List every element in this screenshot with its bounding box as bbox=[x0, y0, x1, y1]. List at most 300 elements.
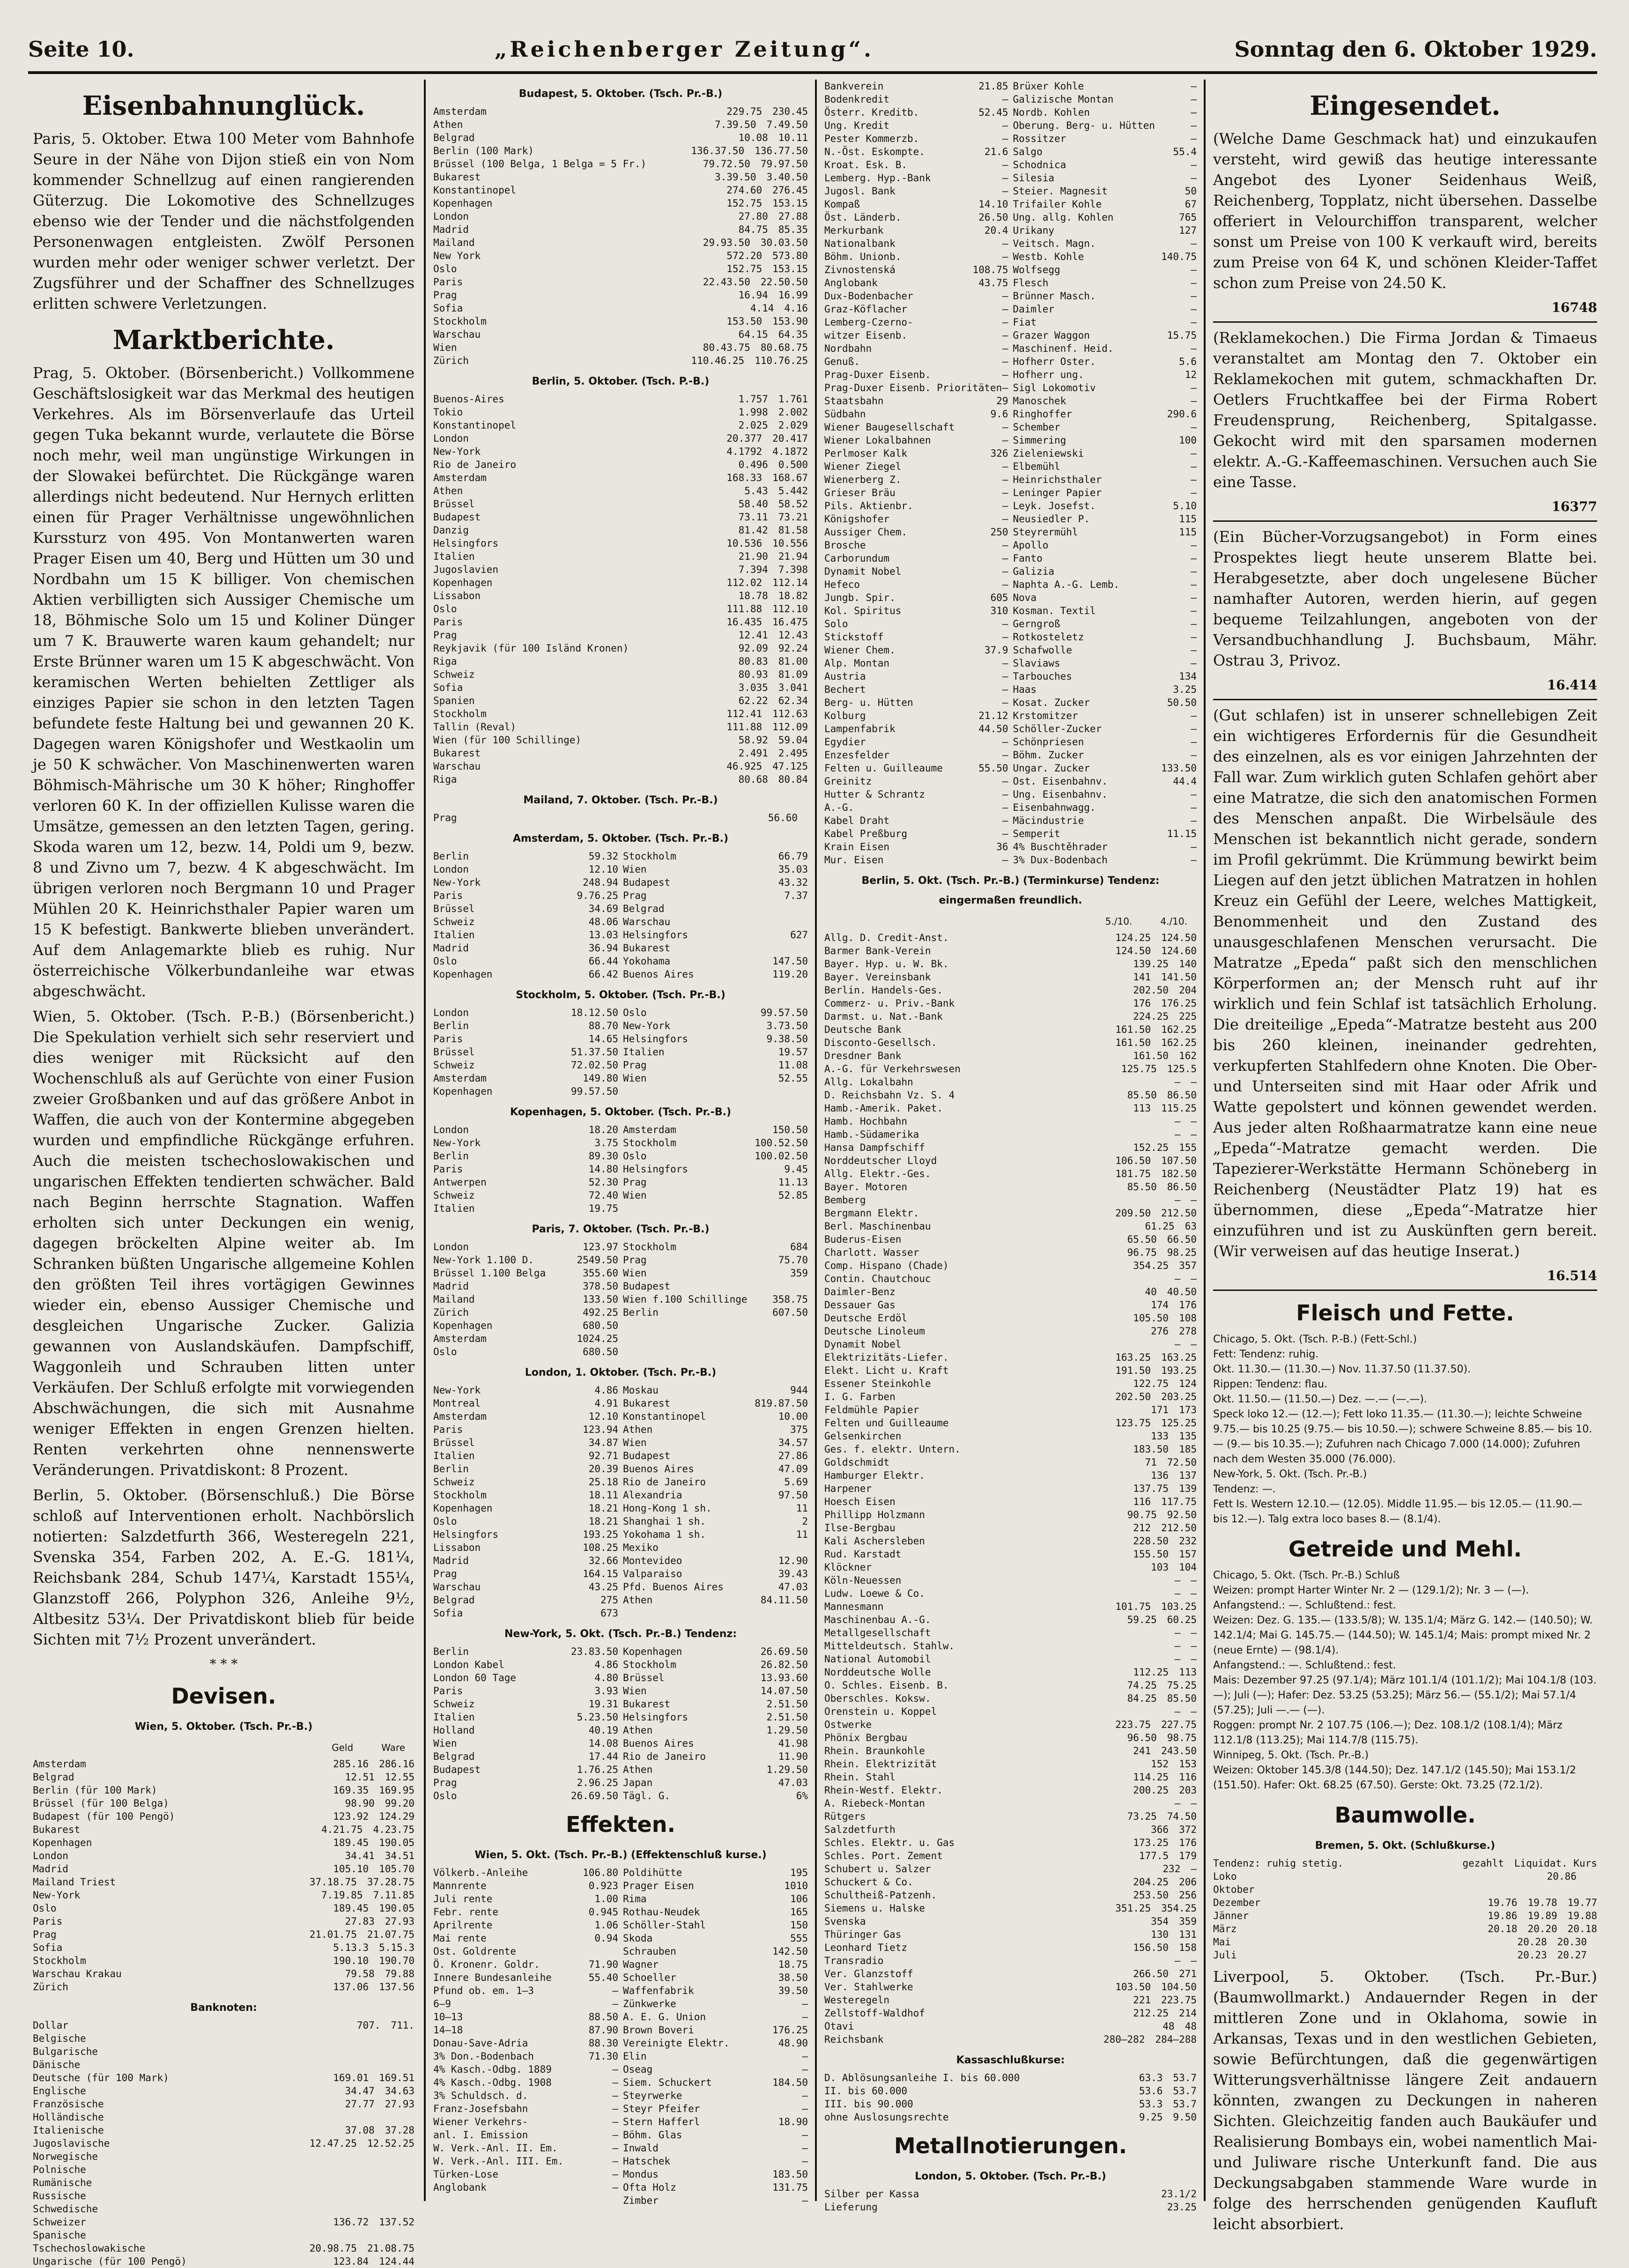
table-row bbox=[623, 902, 808, 915]
row-value: 156.50 bbox=[1133, 1942, 1169, 1953]
row-values bbox=[404, 2045, 415, 2058]
table-row bbox=[433, 236, 808, 249]
row-value: — bbox=[1191, 631, 1197, 643]
row-label: Schember bbox=[1013, 422, 1060, 433]
row-label: Aussiger Chem. bbox=[824, 526, 908, 538]
row-values bbox=[589, 1449, 618, 1462]
row-values bbox=[778, 1984, 808, 1997]
row-label: Kabel Preßburg bbox=[824, 828, 908, 839]
table-row bbox=[33, 1889, 415, 1902]
row-values bbox=[589, 1149, 618, 1163]
row-value: 46.925 bbox=[726, 761, 763, 772]
row-values bbox=[1002, 801, 1008, 814]
row-value: — bbox=[1002, 185, 1008, 197]
row-label: Madrid bbox=[433, 224, 469, 235]
table-row bbox=[1013, 158, 1197, 171]
row-label: Oslo bbox=[433, 1346, 457, 1357]
row-value: — bbox=[1191, 1955, 1197, 1966]
table-row bbox=[433, 576, 808, 589]
row-value: 19.86 bbox=[1488, 1910, 1518, 1921]
table-row bbox=[433, 144, 808, 157]
table-row bbox=[623, 2063, 808, 2076]
row-label: Buderus-Eisen bbox=[824, 1234, 902, 1245]
table-row bbox=[824, 788, 1008, 801]
row-values bbox=[1173, 775, 1197, 788]
row-value: 71.30 bbox=[588, 2051, 618, 2062]
row-label: 4% Kasch.-Odbg. 1908 bbox=[433, 2077, 552, 2088]
table-row-pair bbox=[824, 211, 1197, 224]
ad-number: 16377 bbox=[1551, 499, 1597, 514]
row-value: 9.25 bbox=[1139, 2112, 1163, 2123]
row-values bbox=[583, 1280, 618, 1293]
row-values bbox=[1127, 1180, 1197, 1193]
table-row bbox=[824, 93, 1008, 106]
table-row bbox=[623, 1267, 808, 1280]
row-values bbox=[1133, 1141, 1197, 1154]
row-values bbox=[1179, 512, 1197, 526]
row-value: 124.60 bbox=[1161, 945, 1197, 956]
table-row-pair bbox=[433, 1892, 808, 1905]
row-values bbox=[778, 850, 808, 863]
table-row bbox=[623, 1006, 808, 1019]
table-row-pair bbox=[433, 1919, 808, 1932]
table-row bbox=[824, 1075, 1197, 1089]
row-label: Rotkosteletz bbox=[1013, 631, 1084, 643]
table-row bbox=[824, 1312, 1197, 1325]
row-value: 0.945 bbox=[588, 1906, 618, 1918]
row-value: 7.394 bbox=[738, 564, 768, 575]
table-row bbox=[433, 511, 808, 524]
row-value: — bbox=[1002, 684, 1008, 695]
row-value: 19.31 bbox=[588, 1698, 618, 1710]
row-label: N.-Öst. Eskompte. bbox=[824, 146, 925, 157]
table-row bbox=[33, 1797, 415, 1810]
row-value: 1024.25 bbox=[577, 1333, 618, 1344]
row-value: 23.25 bbox=[1167, 2201, 1197, 2213]
row-value: 139.25 bbox=[1133, 958, 1169, 970]
row-values bbox=[1191, 421, 1197, 434]
exchange-block-heading: Amsterdam, 5. Oktober. (Tsch. Pr.-B.) bbox=[512, 833, 728, 845]
row-value: 5.15.3 bbox=[379, 1942, 415, 1953]
row-value: 10.556 bbox=[772, 538, 808, 549]
row-value: 4.21.75 bbox=[321, 1824, 363, 1835]
geld-label: Geld bbox=[332, 1742, 354, 1753]
row-value: 47.125 bbox=[772, 761, 808, 772]
row-value: 79.97.50 bbox=[760, 158, 808, 170]
table-row bbox=[433, 760, 808, 773]
table-row bbox=[623, 1280, 808, 1293]
table-row bbox=[824, 1600, 1197, 1613]
table-row bbox=[433, 1072, 618, 1085]
row-values bbox=[739, 131, 808, 144]
row-label: Reykjavik (für 100 Isländ Kronen) bbox=[433, 643, 629, 654]
row-value: 19.89 bbox=[1527, 1910, 1557, 1921]
row-values bbox=[1133, 997, 1197, 1010]
table-row bbox=[1013, 722, 1197, 735]
table-row bbox=[433, 2037, 618, 2050]
row-values bbox=[772, 2023, 808, 2037]
row-label: Wien bbox=[623, 864, 647, 875]
table-row-pair bbox=[433, 2142, 808, 2155]
row-value: — bbox=[1191, 1706, 1197, 1717]
table-row bbox=[623, 1932, 808, 1945]
row-value: 4.91 bbox=[594, 1398, 618, 1409]
table-row-pair bbox=[824, 158, 1197, 171]
row-values bbox=[726, 615, 808, 629]
table-row-pair bbox=[433, 1879, 808, 1892]
row-values bbox=[1002, 788, 1008, 801]
table-row bbox=[433, 850, 618, 863]
row-values bbox=[1175, 1797, 1197, 1810]
row-value: 7.39.50 bbox=[714, 119, 756, 130]
row-value: 223.75 bbox=[1161, 1994, 1197, 2006]
row-label: Yokohama bbox=[623, 956, 671, 967]
row-values bbox=[1002, 853, 1008, 867]
row-label: New York bbox=[433, 250, 481, 261]
row-label: Bulgarische bbox=[33, 2046, 98, 2057]
table-row bbox=[1213, 1909, 1597, 1922]
table-row bbox=[433, 668, 808, 681]
row-value: — bbox=[1191, 1640, 1197, 1652]
row-values bbox=[1002, 355, 1008, 368]
row-values bbox=[739, 734, 808, 747]
table-row bbox=[1013, 316, 1197, 329]
table-row bbox=[824, 434, 1008, 447]
table-row bbox=[623, 1189, 808, 1202]
row-values bbox=[1191, 840, 1197, 853]
table-row bbox=[824, 1889, 1197, 1902]
row-values bbox=[333, 1836, 415, 1849]
row-values bbox=[778, 2115, 808, 2128]
row-values bbox=[996, 840, 1008, 853]
row-values bbox=[1002, 460, 1008, 473]
row-values bbox=[802, 2155, 808, 2168]
table-row bbox=[623, 1541, 808, 1554]
row-label: Warschau bbox=[433, 1581, 481, 1593]
row-values bbox=[1151, 1561, 1197, 1574]
row-values bbox=[1191, 447, 1197, 460]
row-values bbox=[594, 1671, 618, 1684]
row-label: Anglobank bbox=[433, 2182, 487, 2193]
row-value: 99.57.50 bbox=[760, 1007, 808, 1018]
row-value: 0.500 bbox=[778, 459, 808, 470]
row-values bbox=[583, 1072, 618, 1085]
row-value: — bbox=[1002, 94, 1008, 105]
row-values bbox=[1002, 827, 1008, 840]
row-value: 11.13 bbox=[778, 1177, 808, 1188]
table-row bbox=[824, 1587, 1197, 1600]
row-label: Bayer. Vereinsbank bbox=[824, 971, 931, 983]
row-values bbox=[1175, 1338, 1197, 1351]
row-value: 2.495 bbox=[778, 748, 808, 759]
row-label: Hoesch Eisen bbox=[824, 1496, 896, 1507]
row-value: — bbox=[612, 2090, 618, 2101]
row-values bbox=[1127, 1679, 1197, 1692]
row-values bbox=[310, 2137, 415, 2150]
row-label: London bbox=[433, 433, 469, 444]
row-values bbox=[1139, 2098, 1197, 2111]
row-value: 183.50 bbox=[772, 2169, 808, 2180]
table-row bbox=[433, 2115, 618, 2128]
table-row bbox=[433, 863, 618, 876]
row-values bbox=[594, 1397, 618, 1410]
table-row bbox=[33, 1980, 415, 1994]
row-label: Heinrichsthaler bbox=[1013, 474, 1102, 485]
row-value: 80.93 bbox=[738, 669, 768, 680]
table-row-pair bbox=[824, 289, 1197, 303]
row-values bbox=[691, 144, 808, 157]
row-values bbox=[802, 2050, 808, 2063]
row-value: 16.475 bbox=[772, 616, 808, 628]
table-row bbox=[824, 1692, 1197, 1705]
stock-quotes-table bbox=[824, 80, 1197, 867]
row-values bbox=[1002, 657, 1008, 670]
row-value: — bbox=[1191, 264, 1197, 275]
row-values bbox=[1191, 565, 1197, 578]
row-label: Harpener bbox=[824, 1483, 872, 1494]
table-row bbox=[433, 1280, 618, 1293]
row-value: 122.75 bbox=[1133, 1378, 1169, 1389]
row-label: Schodnica bbox=[1013, 159, 1066, 170]
table-row bbox=[824, 1679, 1197, 1692]
row-values bbox=[1133, 984, 1197, 997]
table-row bbox=[824, 1534, 1197, 1548]
row-value: 169.35 bbox=[333, 1785, 369, 1796]
table-row bbox=[1013, 368, 1197, 381]
row-label: Maschinenbau A.-G. bbox=[824, 1614, 931, 1625]
row-value: 123.92 bbox=[333, 1811, 369, 1822]
price-line: New-York, 5. Okt. (Tsch. Pr.-B.) bbox=[1213, 1468, 1367, 1480]
table-row-pair bbox=[433, 1528, 808, 1541]
row-values bbox=[1133, 1875, 1197, 1889]
row-label: Feldmühle Papier bbox=[824, 1404, 919, 1416]
row-label: Böhm. Unionb. bbox=[824, 251, 902, 262]
row-label: Staatsbahn bbox=[824, 395, 884, 407]
row-value: 80.84 bbox=[778, 774, 808, 785]
row-values bbox=[1163, 1862, 1197, 1875]
row-value: 123.75 bbox=[1115, 1417, 1151, 1429]
row-value: 19.88 bbox=[1567, 1910, 1597, 1921]
table-row-pair bbox=[824, 342, 1197, 355]
row-value: 354.25 bbox=[1133, 1260, 1169, 1271]
table-row-pair bbox=[433, 1176, 808, 1189]
row-value: 62.22 bbox=[738, 695, 768, 706]
row-value: 52.85 bbox=[778, 1190, 808, 1201]
table-row bbox=[623, 1684, 808, 1697]
row-value: — bbox=[1191, 120, 1197, 131]
row-value: 34.87 bbox=[588, 1437, 618, 1448]
row-label: Apollo bbox=[1013, 540, 1049, 551]
table-row bbox=[824, 1115, 1197, 1128]
table-row-pair bbox=[433, 1267, 808, 1280]
row-label: Budapest bbox=[433, 1764, 481, 1775]
row-values bbox=[404, 2150, 415, 2163]
table-row bbox=[1013, 250, 1197, 263]
row-value: 2.025 bbox=[738, 420, 768, 431]
row-value: — bbox=[1191, 448, 1197, 459]
fleisch-report bbox=[1213, 1332, 1597, 1527]
row-value: 131 bbox=[1179, 1929, 1197, 1940]
row-values bbox=[1191, 578, 1197, 591]
row-value: 3.75 bbox=[594, 1137, 618, 1149]
row-values bbox=[755, 1136, 808, 1149]
table-row bbox=[824, 944, 1197, 957]
row-values bbox=[404, 2202, 415, 2216]
row-values bbox=[589, 928, 618, 941]
row-values bbox=[1191, 80, 1197, 93]
row-values bbox=[594, 1136, 618, 1149]
row-value: 153.15 bbox=[772, 263, 808, 274]
row-label: Bukarest bbox=[433, 171, 481, 183]
table-row bbox=[33, 2045, 415, 2058]
row-values bbox=[778, 1971, 808, 1984]
table-row bbox=[824, 1469, 1197, 1482]
row-value: 71 bbox=[1145, 1457, 1157, 1468]
table-row bbox=[1213, 1935, 1597, 1949]
row-value: 10.11 bbox=[778, 132, 808, 143]
table-row bbox=[824, 158, 1008, 171]
table-row bbox=[433, 2194, 618, 2207]
row-value: — bbox=[1002, 500, 1008, 511]
row-values bbox=[726, 249, 808, 262]
row-values bbox=[1167, 696, 1197, 709]
table-row bbox=[623, 2115, 808, 2128]
table-row-pair bbox=[433, 1905, 808, 1919]
row-value: — bbox=[1002, 828, 1008, 839]
row-label: Paris bbox=[433, 890, 463, 901]
row-value: 52.30 bbox=[588, 1177, 618, 1188]
row-values bbox=[589, 863, 618, 876]
row-label: Barmer Bank-Verein bbox=[824, 945, 931, 956]
table-row-pair bbox=[824, 303, 1197, 316]
row-value: 37.08 bbox=[345, 2125, 375, 2136]
row-value: 241 bbox=[1133, 1745, 1151, 1757]
row-value: 48.06 bbox=[588, 916, 618, 927]
row-values bbox=[1161, 762, 1197, 775]
row-value: 18.20 bbox=[588, 1124, 618, 1135]
table-row bbox=[433, 1306, 618, 1319]
table-row bbox=[623, 1253, 808, 1267]
row-values bbox=[583, 1567, 618, 1580]
row-value: 22.43.50 bbox=[703, 276, 750, 288]
row-label: Berlin bbox=[433, 1150, 469, 1162]
row-value: 14.10 bbox=[978, 199, 1008, 210]
row-label: Riga bbox=[433, 774, 457, 785]
table-row bbox=[824, 1495, 1197, 1508]
row-value: 819.87.50 bbox=[755, 1398, 808, 1409]
row-values bbox=[991, 408, 1008, 421]
row-value: 189.45 bbox=[333, 1837, 369, 1848]
table-row bbox=[433, 1345, 618, 1358]
ad-number: 16.514 bbox=[1547, 1268, 1597, 1283]
row-values bbox=[1145, 1456, 1197, 1469]
row-values bbox=[739, 655, 808, 668]
row-label: Perlmoser Kalk bbox=[824, 448, 908, 459]
row-values bbox=[739, 524, 808, 537]
row-value: 117.75 bbox=[1161, 1496, 1197, 1507]
row-label: Schweiz bbox=[433, 1698, 475, 1710]
row-values bbox=[1002, 617, 1008, 630]
row-value: — bbox=[612, 2116, 618, 2127]
row-label: Budapest bbox=[623, 1281, 671, 1292]
table-row-pair bbox=[433, 889, 808, 902]
table-row-pair bbox=[433, 1594, 808, 1607]
row-value: 212.25 bbox=[1133, 2008, 1169, 2019]
table-row bbox=[433, 458, 808, 471]
row-value: 131.75 bbox=[772, 2182, 808, 2193]
row-values bbox=[594, 1919, 618, 1932]
row-values bbox=[978, 106, 1008, 119]
table-row bbox=[623, 1502, 808, 1515]
row-values bbox=[1115, 1718, 1197, 1731]
row-values bbox=[761, 1006, 808, 1019]
row-value: 73.25 bbox=[1127, 1811, 1157, 1822]
table-row bbox=[433, 1202, 618, 1215]
row-value: — bbox=[1002, 631, 1008, 643]
row-value: 136.72 bbox=[333, 2216, 369, 2228]
row-value: — bbox=[1191, 749, 1197, 761]
row-label: Konstantinopel bbox=[433, 185, 517, 196]
row-value: 136.37.50 bbox=[691, 145, 745, 156]
row-value: 124.25 bbox=[1115, 932, 1151, 943]
row-value: 173 bbox=[1179, 1404, 1197, 1416]
row-values bbox=[739, 289, 808, 302]
row-value: 39.43 bbox=[778, 1568, 808, 1579]
table-row bbox=[1013, 644, 1197, 657]
row-value: — bbox=[1002, 736, 1008, 748]
table-row bbox=[33, 1862, 415, 1875]
row-label: Kosman. Textil bbox=[1013, 605, 1096, 616]
row-values bbox=[571, 1059, 618, 1072]
row-label: Belgrad bbox=[623, 903, 665, 914]
row-label: W. Verk.-Anl. III. Em. bbox=[433, 2156, 564, 2167]
row-value: 176 bbox=[1179, 1837, 1197, 1848]
row-label: Warschau bbox=[623, 916, 671, 927]
row-value: 100.02.50 bbox=[755, 1150, 808, 1162]
table-row-pair bbox=[433, 1240, 808, 1253]
row-values bbox=[1191, 237, 1197, 250]
row-value: 51.37.50 bbox=[570, 1046, 618, 1058]
row-value: 35.03 bbox=[778, 864, 808, 875]
table-row bbox=[33, 1915, 415, 1928]
table-row bbox=[433, 157, 808, 170]
table-row bbox=[623, 1202, 808, 1215]
row-label: Schwedische bbox=[33, 2203, 98, 2215]
table-row-pair bbox=[433, 941, 808, 955]
table-row bbox=[623, 1919, 808, 1932]
table-row-pair bbox=[433, 1489, 808, 1502]
row-label: Brüssel bbox=[433, 903, 475, 914]
row-value: 5.10 bbox=[1173, 500, 1197, 511]
row-value: 680.50 bbox=[583, 1346, 618, 1357]
row-value: 310 bbox=[990, 605, 1008, 616]
table-row bbox=[824, 1364, 1197, 1377]
row-label: Allg. Elektr.-Ges. bbox=[824, 1168, 931, 1179]
row-values bbox=[739, 419, 808, 432]
table-row bbox=[623, 1879, 808, 1892]
row-values bbox=[1115, 931, 1197, 944]
effekten-heading: Effekten. bbox=[566, 1812, 675, 1837]
row-value: 183.50 bbox=[1133, 1444, 1169, 1455]
row-values bbox=[310, 1875, 415, 1889]
row-value: 20.20 bbox=[1527, 1923, 1557, 1934]
table-row bbox=[433, 223, 808, 236]
row-label: Italien bbox=[433, 1712, 475, 1723]
table-row bbox=[623, 1449, 808, 1462]
row-values bbox=[739, 642, 808, 655]
row-values bbox=[1488, 1922, 1597, 1935]
row-label: Südbahn bbox=[824, 408, 866, 420]
